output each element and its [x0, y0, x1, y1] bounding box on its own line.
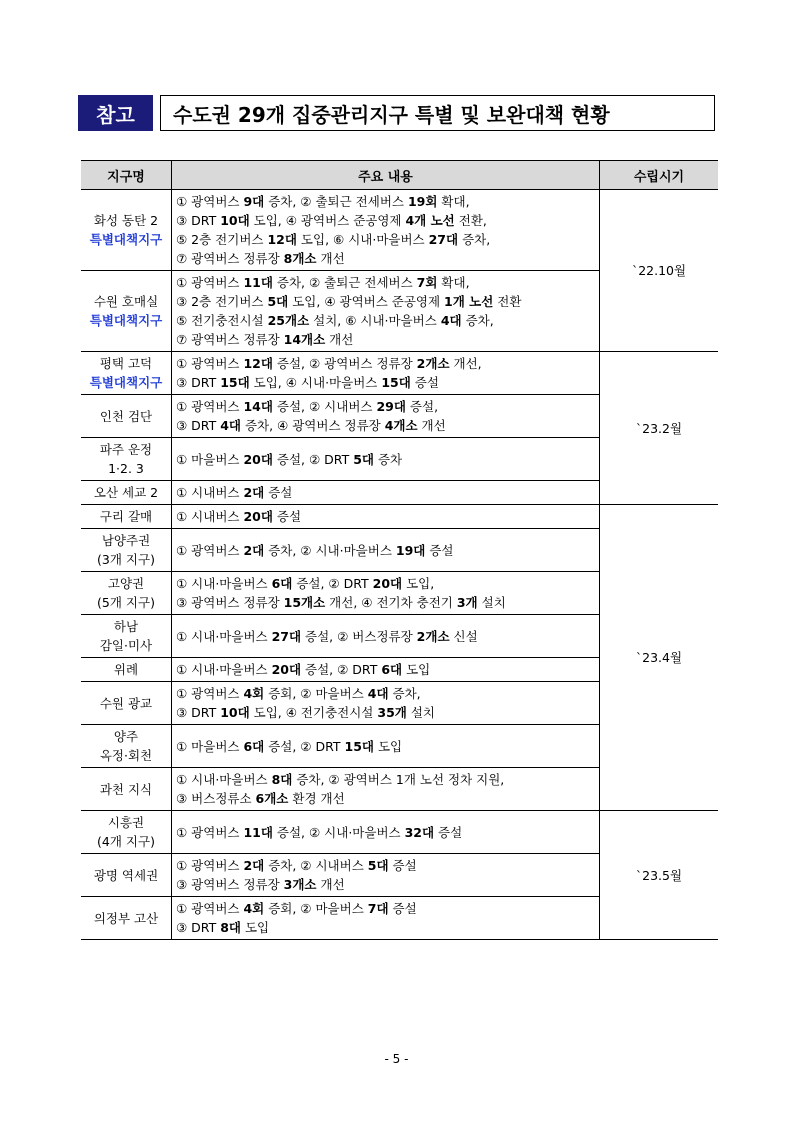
content-text: ① 광역버스 [176, 686, 244, 701]
column-header-district: 지구명 [81, 161, 172, 190]
content-text: ③ 버스정류소 [176, 791, 256, 806]
established-time-cell: `22.10월 [600, 190, 719, 352]
content-text: 개선 [417, 418, 446, 433]
table-header-row [81, 161, 718, 190]
district-name: 위례 [113, 662, 139, 677]
content-text: ① 광역버스 [176, 858, 244, 873]
content-text: ① 광역버스 [176, 901, 244, 916]
highlighted-quantity: 7회 [416, 275, 438, 290]
content-line [176, 416, 595, 435]
highlighted-quantity: 32대 [404, 824, 435, 840]
highlighted-quantity: 11대 [243, 275, 273, 290]
district-name: 인천 검단 [99, 408, 153, 424]
content-text: ③ DRT [176, 213, 221, 228]
main-content-cell [172, 725, 600, 768]
content-text: ① 광역버스 [176, 194, 244, 209]
main-content-cell [172, 190, 600, 271]
content-text: ① 광역버스 [176, 356, 244, 371]
highlighted-quantity: 10대 [220, 705, 250, 720]
main-content-cell [172, 438, 600, 481]
district-name-cell [81, 811, 172, 854]
highlighted-quantity: 6대 [243, 738, 265, 754]
highlighted-quantity: 5대 [353, 451, 374, 467]
district-name: 파주 운정 [99, 442, 153, 457]
highlighted-quantity: 20대 [271, 662, 302, 677]
status-table [81, 160, 718, 940]
district-name: 의정부 고산 [93, 910, 159, 926]
content-text: 증차, ④ 광역버스 정류장 [240, 418, 385, 433]
highlighted-quantity: 2개소 [416, 356, 450, 371]
main-content-cell [172, 897, 600, 940]
highlighted-quantity: 15대 [220, 375, 250, 390]
table-body [81, 190, 718, 940]
content-text: ③ DRT [176, 418, 221, 433]
district-name-cell [81, 190, 172, 271]
content-line [176, 703, 595, 722]
main-content-cell [172, 658, 600, 682]
district-name: 하남 [113, 619, 139, 634]
highlighted-quantity: 2개소 [416, 628, 450, 644]
content-text: 증차, [461, 313, 494, 328]
content-text: 도입, ④ 시내·마을버스 [249, 375, 382, 390]
content-text: 도입, ④ 전기충전시설 [249, 705, 378, 720]
content-text: 도입 [240, 920, 270, 935]
content-line [176, 249, 595, 268]
highlighted-quantity: 25개소 [267, 313, 310, 328]
content-text: ① 광역버스 [176, 399, 244, 414]
content-text: 도입, ⑥ 시내·마을버스 [296, 232, 429, 247]
highlighted-quantity: 14개소 [283, 332, 326, 347]
content-text: ① 시내버스 [176, 509, 244, 524]
content-text: 증설, ② DRT [301, 662, 382, 677]
district-name-cell [81, 682, 172, 725]
highlighted-quantity: 7대 [367, 901, 389, 916]
content-line [176, 211, 595, 230]
district-name: 고양권 [107, 576, 145, 591]
content-text: 증설, ② 광역버스 정류장 [272, 356, 417, 371]
highlighted-quantity: 3개 [456, 595, 478, 610]
content-text: 환경 개선 [288, 791, 345, 806]
main-content-cell [172, 854, 600, 897]
content-text: 증차, ② 시내·마을버스 [264, 542, 396, 558]
content-text: 증설, ② DRT [292, 576, 373, 591]
highlighted-quantity: 10대 [220, 213, 250, 228]
table-row [81, 811, 718, 854]
main-content-cell [172, 481, 600, 505]
content-text: ① 시내·마을버스 [176, 576, 272, 591]
content-text: 설치 [406, 705, 435, 720]
established-time-cell: `23.5월 [600, 811, 719, 940]
content-text: 증설 [388, 858, 417, 873]
table-row [81, 352, 718, 395]
content-text: 증차, ② 출퇴근 전세버스 [272, 275, 417, 290]
content-text: 증차, ② 광역버스 1개 노선 정차 지원, [292, 772, 505, 787]
content-text: 전환, [454, 213, 487, 228]
district-name-cell [81, 481, 172, 505]
content-text: ③ DRT [176, 375, 221, 390]
content-text: 증설 [434, 824, 463, 840]
district-name-cell [81, 615, 172, 658]
main-content-cell [172, 505, 600, 529]
content-text: ⑤ 전기충전시설 [176, 313, 268, 328]
content-text: 도입 [373, 738, 403, 754]
highlighted-quantity: 4개소 [384, 418, 418, 433]
content-line [176, 770, 595, 789]
highlighted-quantity: 20대 [243, 451, 273, 467]
content-line [176, 330, 595, 349]
content-text: 증설, ② DRT [272, 451, 354, 467]
content-text: 증설, ② DRT [264, 738, 345, 754]
district-name: 광명 역세권 [93, 867, 159, 883]
content-text: ③ 2층 전기버스 [176, 294, 268, 309]
content-line [176, 737, 595, 756]
content-line [176, 230, 595, 249]
content-text: 개선, [449, 356, 482, 371]
content-text: 도입, [402, 576, 435, 591]
reference-tag: 참고 [78, 95, 153, 131]
content-text: 증회, ② 마을버스 [264, 901, 368, 916]
district-name: 구리 갈매 [99, 509, 153, 524]
content-text: 확대, [437, 275, 470, 290]
main-content-cell [172, 768, 600, 811]
highlighted-quantity: 2대 [243, 542, 265, 558]
established-time-cell: `23.2월 [600, 352, 719, 505]
main-content-cell [172, 615, 600, 658]
content-text: ① 광역버스 [176, 824, 244, 840]
district-name-cell [81, 658, 172, 682]
content-text: 설치 [477, 595, 506, 610]
content-text: ⑦ 광역버스 정류장 [176, 251, 284, 266]
content-text: 증차, [388, 686, 421, 701]
highlighted-quantity: 12대 [243, 356, 273, 371]
highlighted-quantity: 8대 [271, 772, 293, 787]
highlighted-quantity: 6대 [271, 576, 293, 591]
content-text: ⑤ 2층 전기버스 [176, 232, 268, 247]
highlighted-quantity: 6대 [381, 662, 403, 677]
content-line [176, 789, 595, 808]
content-line [176, 311, 595, 330]
content-text: 증설, ② 시내버스 [272, 399, 377, 414]
district-name-cell [81, 505, 172, 529]
content-text: ⑦ 광역버스 정류장 [176, 332, 284, 347]
highlighted-quantity: 2대 [243, 485, 265, 500]
main-content-cell [172, 271, 600, 352]
content-text: ① 광역버스 [176, 542, 244, 558]
district-name-cell [81, 725, 172, 768]
highlighted-quantity: 15개소 [283, 595, 326, 610]
highlighted-quantity: 2대 [243, 858, 265, 873]
content-text: 도입, ④ 광역버스 준공영제 [249, 213, 406, 228]
content-line [176, 574, 595, 593]
table-row [81, 505, 718, 529]
district-name: (5개 지구) [97, 595, 155, 610]
district-name: 1·2. 3 [108, 461, 144, 476]
content-line [176, 823, 595, 842]
district-name: (3개 지구) [97, 552, 155, 567]
content-text: 증설 [410, 375, 439, 390]
content-text: 증차 [373, 451, 403, 467]
highlighted-quantity: 6개소 [255, 791, 289, 806]
content-text: ① 시내·마을버스 [176, 772, 272, 787]
highlighted-quantity: 12대 [267, 232, 297, 247]
district-name: 감일·미사 [99, 638, 153, 653]
main-content-cell [172, 352, 600, 395]
content-text: 증설, [405, 399, 439, 414]
main-content-cell [172, 395, 600, 438]
highlighted-quantity: 19회 [407, 194, 438, 209]
content-text: ① 시내버스 [176, 485, 244, 500]
content-text: 도입 [402, 662, 431, 677]
highlighted-quantity: 8대 [220, 920, 241, 935]
district-name-cell [81, 897, 172, 940]
content-line [176, 918, 595, 937]
district-name: 시흥권 [107, 815, 145, 830]
highlighted-quantity: 8개소 [283, 251, 317, 266]
content-text: ③ DRT [176, 705, 221, 720]
highlighted-quantity: 15대 [344, 738, 374, 754]
main-content-cell [172, 572, 600, 615]
district-name-cell [81, 395, 172, 438]
content-line [176, 899, 595, 918]
district-name: 평택 고덕 [99, 356, 153, 371]
content-text: 증회, ② 마을버스 [264, 686, 368, 701]
content-line [176, 483, 595, 502]
content-text: 신설 [449, 628, 478, 644]
content-line [176, 627, 595, 646]
highlighted-quantity: 3개소 [283, 877, 317, 892]
highlighted-quantity: 4대 [220, 418, 241, 433]
district-name: 수원 광교 [99, 695, 153, 711]
highlighted-quantity: 5대 [367, 858, 389, 873]
content-line [176, 397, 595, 416]
district-name-cell [81, 572, 172, 615]
highlighted-quantity: 5대 [267, 294, 289, 309]
highlighted-quantity: 15대 [381, 375, 411, 390]
content-text: ③ 광역버스 정류장 [176, 877, 284, 892]
content-text: 증설 [264, 485, 293, 500]
content-line [176, 354, 595, 373]
highlighted-quantity: 20대 [372, 576, 403, 591]
highlighted-quantity: 4회 [243, 901, 265, 916]
table-row [81, 190, 718, 271]
content-text: 개선 [316, 877, 345, 892]
highlighted-quantity: 1개 노선 [444, 294, 494, 309]
district-name: 양주 [113, 729, 139, 744]
content-line [176, 507, 595, 526]
content-line [176, 292, 595, 311]
district-name-cell [81, 529, 172, 572]
highlighted-quantity: 4개 노선 [405, 213, 455, 228]
district-name: 화성 동탄 2 [93, 213, 159, 228]
content-line [176, 273, 595, 292]
special-designation-label: 특별대책지구 [89, 232, 163, 247]
content-text: 도입, ④ 광역버스 준공영제 [288, 294, 445, 309]
district-name-cell [81, 352, 172, 395]
highlighted-quantity: 27대 [271, 628, 302, 644]
content-text: 증차, [458, 232, 491, 247]
content-text: 증차, ② 출퇴근 전세버스 [264, 194, 408, 209]
district-name-cell [81, 854, 172, 897]
page-number: - 5 - [384, 1052, 409, 1066]
content-line [176, 660, 595, 679]
district-name: 남양주권 [101, 533, 151, 548]
main-content-cell [172, 811, 600, 854]
header [78, 95, 715, 131]
content-text: 증설, ② 시내·마을버스 [272, 824, 405, 840]
content-text: ① 광역버스 [176, 275, 244, 290]
column-header-time: 수립시기 [600, 161, 719, 190]
content-text: 개선 [325, 332, 354, 347]
highlighted-quantity: 4회 [243, 686, 265, 701]
content-line [176, 684, 595, 703]
highlighted-quantity: 4대 [440, 313, 462, 328]
page-title: 수도권 29개 집중관리지구 특별 및 보완대책 현황 [160, 95, 715, 131]
content-line [176, 373, 595, 392]
highlighted-quantity: 14대 [243, 399, 273, 414]
content-text: 증설 [272, 509, 302, 524]
content-line [176, 192, 595, 211]
highlighted-quantity: 19대 [395, 542, 426, 558]
content-text: ③ DRT [176, 920, 221, 935]
main-content-cell [172, 682, 600, 725]
content-line [176, 593, 595, 612]
highlighted-quantity: 35개 [377, 705, 407, 720]
district-name: (4개 지구) [97, 834, 155, 849]
content-text: ① 마을버스 [176, 451, 244, 467]
main-content-cell [172, 529, 600, 572]
content-text: 증차, ② 시내버스 [264, 858, 368, 873]
highlighted-quantity: 29대 [376, 399, 406, 414]
district-name-cell [81, 438, 172, 481]
highlighted-quantity: 11대 [243, 824, 273, 840]
content-line [176, 541, 595, 560]
district-name-cell [81, 271, 172, 352]
special-designation-label: 특별대책지구 [89, 375, 163, 390]
district-name: 수원 호매실 [93, 294, 159, 309]
content-text: ① 시내·마을버스 [176, 662, 272, 677]
content-line [176, 450, 595, 469]
highlighted-quantity: 27대 [428, 232, 459, 247]
highlighted-quantity: 4대 [367, 686, 389, 701]
content-text: 개선, ④ 전기차 충전기 [325, 595, 457, 610]
content-text: 증설 [425, 542, 454, 558]
content-text: 증설, ② 버스정류장 [301, 628, 417, 644]
content-text: 설치, ⑥ 시내·마을버스 [309, 313, 441, 328]
content-text: 전환 [493, 294, 522, 309]
content-text: 확대, [437, 194, 470, 209]
district-name-cell [81, 768, 172, 811]
highlighted-quantity: 20대 [243, 509, 273, 524]
district-name: 과천 지식 [99, 781, 153, 797]
content-text: 증설 [388, 901, 417, 916]
district-name: 오산 세교 2 [93, 485, 159, 500]
established-time-cell: `23.4월 [600, 505, 719, 811]
special-designation-label: 특별대책지구 [89, 313, 163, 328]
content-text: 개선 [316, 251, 345, 266]
district-name: 옥정·회천 [99, 748, 153, 763]
highlighted-quantity: 9대 [243, 194, 265, 209]
column-header-content: 주요 내용 [172, 161, 600, 190]
content-text: ③ 광역버스 정류장 [176, 595, 284, 610]
content-line [176, 856, 595, 875]
content-text: ① 마을버스 [176, 738, 244, 754]
content-text: ① 시내·마을버스 [176, 628, 272, 644]
content-line [176, 875, 595, 894]
